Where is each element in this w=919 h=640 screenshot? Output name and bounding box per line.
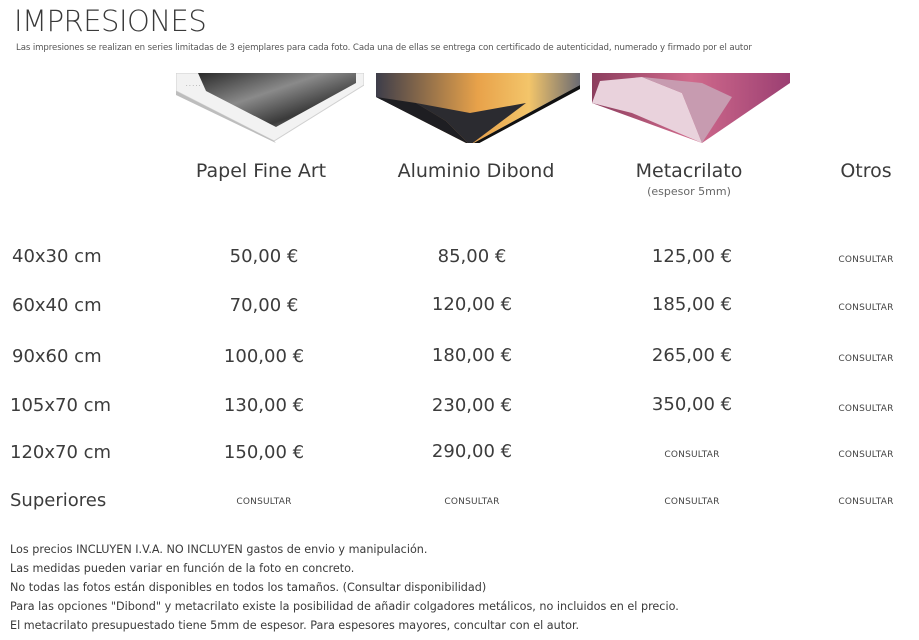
size-label: 120x70 cm bbox=[10, 442, 112, 463]
price-cell: 290,00 € bbox=[431, 441, 513, 462]
column-header-otros: Otros bbox=[840, 160, 892, 182]
note-line: No todas las fotos están disponibles en todos los tamaños. (Consultar disponibilidad) bbox=[10, 581, 487, 594]
notes-block bbox=[10, 540, 679, 635]
price-cell: 185,00 € bbox=[651, 294, 733, 315]
price-cell: 70,00 € bbox=[229, 295, 299, 316]
column-header-metacrilato: Metacrilato bbox=[635, 160, 743, 182]
consult-cell: CONSULTAR bbox=[664, 497, 720, 507]
size-label: 90x60 cm bbox=[12, 346, 102, 367]
size-label: 60x40 cm bbox=[12, 295, 102, 316]
intro-text: Las impresiones se realizan en series limitadas de 3 ejemplares para cada foto. Cada una de ellas se entrega con certificado de autenticidad, numerado y firmado por el autor bbox=[16, 43, 752, 53]
consult-cell: CONSULTAR bbox=[838, 303, 894, 313]
price-cell: 150,00 € bbox=[223, 442, 305, 463]
price-cell: 125,00 € bbox=[651, 246, 733, 267]
aluminio-dibond-photo bbox=[376, 73, 580, 143]
consult-cell: CONSULTAR bbox=[236, 497, 292, 507]
size-label: Superiores bbox=[10, 490, 107, 511]
size-label: 105x70 cm bbox=[10, 395, 112, 416]
price-cell: 180,00 € bbox=[431, 345, 513, 366]
column-header-papel-fine-art: Papel Fine Art bbox=[195, 160, 327, 182]
note-line: El metacrilato presupuestado tiene 5mm de espesor. Para espesores mayores, concultar con el autor. bbox=[10, 619, 580, 632]
column-subheader-metacrilato: (espesor 5mm) bbox=[647, 185, 731, 198]
size-label: 40x30 cm bbox=[12, 246, 102, 267]
metacrilato-photo bbox=[592, 73, 790, 143]
consult-cell: CONSULTAR bbox=[838, 404, 894, 414]
fine-art-paper-photo bbox=[176, 73, 364, 143]
price-cell: 50,00 € bbox=[229, 246, 299, 267]
price-cell: 100,00 € bbox=[223, 346, 305, 367]
svg-text:· · · · ·: · · · · · bbox=[186, 83, 201, 89]
column-header-aluminio-dibond: Aluminio Dibond bbox=[397, 160, 555, 182]
price-cell: 230,00 € bbox=[431, 395, 513, 416]
note-line: Los precios INCLUYEN I.V.A. NO INCLUYEN gastos de envio y manipulación. bbox=[10, 543, 428, 556]
consult-cell: CONSULTAR bbox=[838, 255, 894, 265]
note-line: Las medidas pueden variar en función de la foto en concreto. bbox=[10, 562, 355, 575]
consult-cell: CONSULTAR bbox=[838, 450, 894, 460]
price-cell: 350,00 € bbox=[651, 394, 733, 415]
price-cell: 120,00 € bbox=[431, 294, 513, 315]
price-cell: 85,00 € bbox=[437, 246, 507, 267]
consult-cell: CONSULTAR bbox=[838, 354, 894, 364]
note-line: Para las opciones "Dibond" y metacrilato existe la posibilidad de añadir colgadores metálicos, no incluidos en el precio. bbox=[10, 600, 679, 613]
price-cell: 265,00 € bbox=[651, 345, 733, 366]
consult-cell: CONSULTAR bbox=[444, 497, 500, 507]
page-title: IMPRESIONES bbox=[14, 4, 207, 38]
consult-cell: CONSULTAR bbox=[838, 497, 894, 507]
price-cell: 130,00 € bbox=[223, 395, 305, 416]
consult-cell: CONSULTAR bbox=[664, 450, 720, 460]
